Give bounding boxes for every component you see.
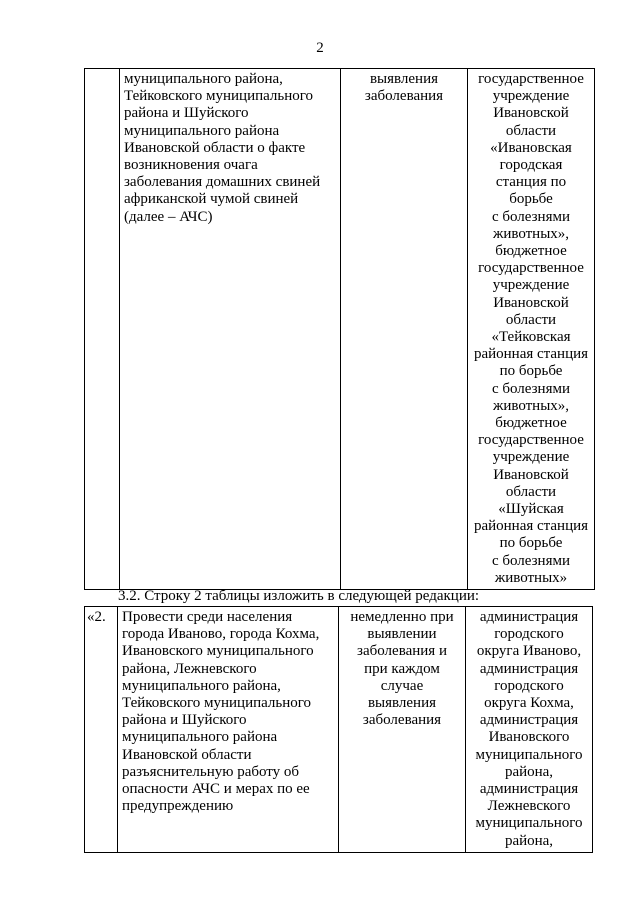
cell-text-line: района, Лежневского	[122, 660, 257, 677]
cell-text-line: учреждение	[492, 88, 570, 105]
cell-text-line: с болезнями	[491, 208, 571, 225]
cell-text-line: Ивановского	[488, 729, 570, 746]
cell-text-line: разъяснительную работу об	[122, 763, 300, 780]
cell-text-line: района и Шуйского	[124, 105, 249, 122]
cell-text-line: городского	[494, 626, 564, 643]
cell-text-line: муниципального района	[122, 729, 278, 746]
cell-text-line: заболевания	[364, 88, 444, 105]
cell-text-line: возникновения очага	[124, 157, 258, 174]
cell-text-line: выявления	[369, 71, 439, 87]
table-continuation	[84, 68, 595, 590]
responsible-cell	[466, 607, 593, 853]
cell-text-line: муниципального района,	[122, 677, 281, 694]
cell-text-line: города Иваново, города Кохма,	[122, 626, 320, 643]
cell-text-line: африканской чумой свиней	[124, 191, 299, 208]
deadline-cell	[339, 607, 466, 853]
cell-text-line: Тейковского муниципального	[122, 695, 312, 712]
row-number-cell	[85, 69, 120, 590]
cell-text-line: Ивановской	[493, 105, 569, 122]
measure-cell	[118, 607, 339, 853]
page-number: 2	[316, 40, 324, 56]
cell-text-line: «Тейковская	[491, 329, 571, 346]
measure-cell	[120, 69, 341, 590]
cell-text-line: случае	[380, 677, 424, 694]
cell-text-line: администрация	[479, 712, 579, 729]
cell-text-line: при каждом	[364, 660, 440, 677]
cell-text-line: муниципального	[475, 815, 583, 832]
cell-text-line: области	[505, 122, 557, 139]
cell-text-line: немедленно при	[350, 609, 454, 625]
cell-text-line: городская	[499, 157, 563, 174]
cell-text-line: округа Кохма,	[484, 695, 574, 712]
row-number-cell: «2.	[85, 607, 118, 853]
cell-text-line: муниципального	[475, 746, 583, 763]
cell-text-line: администрация	[479, 781, 579, 798]
cell-text-line: борьбе	[509, 191, 553, 208]
cell-text-line: муниципального района,	[124, 71, 283, 87]
cell-text-line: предупреждению	[122, 798, 234, 815]
cell-text-line: районная станция	[473, 346, 589, 363]
cell-text-line: животных»,	[492, 397, 570, 414]
cell-text-line: администрация	[479, 660, 579, 677]
cell-text-line: с болезнями	[491, 552, 571, 569]
cell-text-line: Ивановской области о факте	[124, 139, 306, 156]
cell-text-line: «Ивановская	[490, 139, 572, 156]
table-row	[85, 69, 595, 590]
cell-text-line: по борьбе	[499, 535, 563, 552]
responsible-cell	[468, 69, 595, 590]
cell-text-line: с болезнями	[491, 380, 571, 397]
cell-text-line: по борьбе	[499, 363, 563, 380]
cell-text-line: области	[505, 311, 557, 328]
cell-text-line: районная станция	[473, 518, 589, 535]
cell-text-line: выявления	[367, 695, 437, 712]
cell-text-line: области	[505, 483, 557, 500]
cell-text-line: администрация	[479, 609, 579, 625]
cell-text-line: (далее – АЧС)	[124, 208, 213, 225]
cell-text-line: Провести среди населения	[122, 609, 293, 625]
cell-text-line: Ивановской	[493, 294, 569, 311]
cell-text-line: выявлении	[367, 626, 437, 643]
cell-text-line: Ивановской	[493, 466, 569, 483]
cell-text-line: заболевания	[362, 712, 442, 729]
cell-text-line: района,	[504, 832, 554, 849]
amendment-instruction: 3.2. Строку 2 таблицы изложить в следующей редакции:	[118, 588, 480, 604]
cell-text-line: Лежневского	[487, 798, 571, 815]
cell-text-line: района,	[504, 763, 554, 780]
cell-text-line: «Шуйская	[498, 501, 564, 518]
cell-text-line: учреждение	[492, 277, 570, 294]
cell-text-line: Ивановской области	[122, 746, 252, 763]
cell-text-line: животных»,	[492, 225, 570, 242]
cell-text-line: Ивановского муниципального	[122, 643, 314, 660]
cell-text-line: бюджетное	[495, 415, 567, 432]
cell-text-line: округа Иваново,	[476, 643, 582, 660]
cell-text-line: учреждение	[492, 449, 570, 466]
cell-text-line: станция по	[495, 174, 567, 191]
cell-text-line: Тейковского муниципального	[124, 88, 314, 105]
cell-text-line: опасности АЧС и мерах по ее	[122, 781, 310, 798]
cell-text-line: заболевания и	[357, 643, 447, 660]
deadline-cell	[341, 69, 468, 590]
cell-text-line: заболевания домашних свиней	[124, 174, 321, 191]
cell-text-line: государственное	[478, 432, 584, 449]
cell-text-line: муниципального района	[124, 122, 280, 139]
table-row	[85, 607, 593, 853]
cell-text-line: государственное	[478, 71, 584, 87]
cell-text-line: района и Шуйского	[122, 712, 247, 729]
cell-text-line: бюджетное	[495, 243, 567, 260]
cell-text-line: животных»	[494, 569, 568, 586]
cell-text-line: городского	[494, 677, 564, 694]
cell-text-line: государственное	[478, 260, 584, 277]
table-new-row	[84, 606, 593, 853]
